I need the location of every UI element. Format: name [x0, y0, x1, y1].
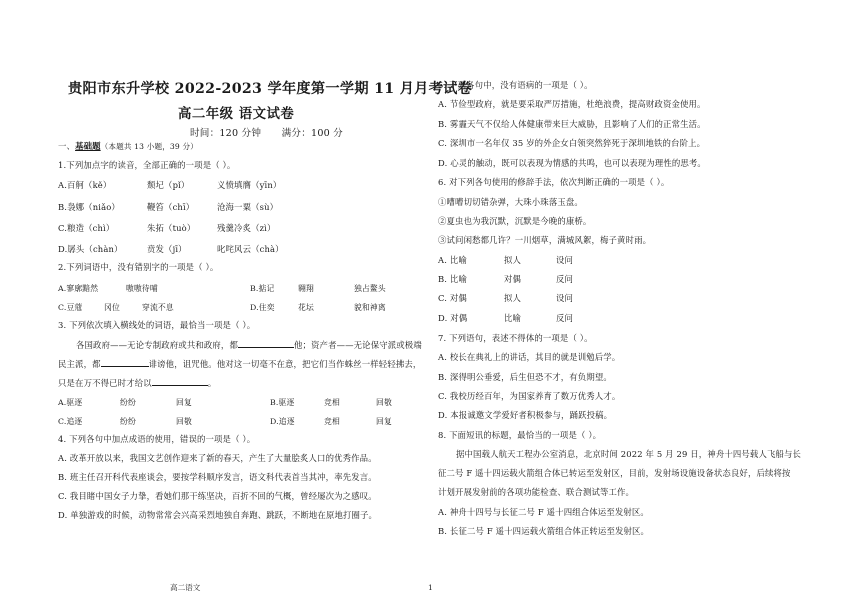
question-4-option-d: D. 单独游戏的时候，动物常常会兴高采烈地独自奔跑、跳跃，不断地在原地打圈子。 — [58, 510, 378, 520]
fill-blank — [152, 377, 208, 386]
question-2-stem: 2.下列词语中，没有错别字的一项是（ ）。 — [58, 262, 219, 272]
section-heading: 一、基础题（本题共 13 小题，39 分） — [58, 141, 198, 151]
question-3-passage-line1: 各国政府——无论专制政府或共和政府，都 他；资产者——无论保守派或极端 — [76, 340, 422, 350]
exam-title: 贵阳市东升学校 2022-2023 学年度第一学期 11 月月考试卷 — [68, 81, 473, 97]
question-5-option-d: D. 心灵的触动，既可以表现为情感的共鸣，也可以表现为理性的思考。 — [438, 158, 706, 168]
time-limit: 时间：120 分钟 — [190, 128, 262, 139]
question-6-item-3: ③试问闲愁都几许？一川烟草，满城风絮，梅子黄时雨。 — [438, 235, 652, 245]
question-7-option-c: C. 我校历经百年，为国家养育了数万优秀人才。 — [438, 391, 621, 401]
question-3-passage-line3: 只是在万不得已时才给以 。 — [58, 378, 217, 388]
question-6-item-1: ①嘈嘈切切错杂弹，大珠小珠落玉盘。 — [438, 197, 583, 207]
question-8-passage-line2: 征二号 F 遥十四运载火箭组合体已转运至发射区，目前，发射场设施设备状态良好，后续将按 — [438, 468, 791, 478]
question-6-stem: 6. 对下列各句使用的修辞手法，依次判断正确的一项是（ ）。 — [438, 177, 670, 187]
question-3-stem: 3. 下列依次填入横线处的词语，最恰当一项是（ ）。 — [58, 320, 256, 330]
question-6-item-2: ②夏虫也为我沉默，沉默是今晚的康桥。 — [438, 216, 592, 226]
question-5-option-c: C. 深圳市一名年仅 35 岁的外企女白领突然猝死于深圳地铁的台阶上。 — [438, 138, 706, 148]
footer-course: 高二语文 — [170, 583, 201, 592]
question-7-stem: 7. 下列语句，表述不得体的一项是（ ）。 — [438, 333, 593, 343]
footer-page-number: 1 — [428, 583, 433, 592]
question-8-option-a: A. 神舟十四号与长征二号 F 遥十四组合体运至发射区。 — [438, 507, 649, 517]
section-note: （本题共 13 小题，39 分） — [100, 142, 198, 151]
question-4-option-c: C. 我目睹中国女子力挚，看她们那干练坚决，百折不回的气概，曾经屡次为之感叹。 — [58, 491, 377, 501]
question-1-stem: 1.下列加点字的读音，全部正确的一项是（ ）。 — [58, 160, 236, 170]
question-8-option-b: B. 长征二号 F 遥十四运载火箭组合体正转运至发射区。 — [438, 526, 650, 536]
question-8-passage-line1: 据中国载人航天工程办公室消息，北京时间 2022 年 5 月 29 日，神舟十四号载人飞船与长 — [456, 449, 802, 459]
question-7-option-b: B. 深得明公垂爱，后生但恐不才，有负期望。 — [438, 372, 612, 382]
question-7-option-a: A. 校长在典礼上的讲话，其目的就是训勉后学。 — [438, 352, 621, 362]
question-4-option-b: B. 班主任召开科代表座谈会，要按学科顺序发言，语文科代表首当其冲，率先发言。 — [58, 472, 377, 482]
question-8-stem: 8. 下面短讯的标题，最恰当的一项是（ ）。 — [438, 430, 602, 440]
question-4-option-a: A. 改革开放以来，我国文艺创作迎来了新的春天，产生了大量脍炙人口的优秀作品。 — [58, 453, 377, 463]
question-7-option-d: D. 本报诚邀文学爱好者积极参与，踊跃投稿。 — [438, 410, 613, 420]
question-4-stem: 4. 下列各句中加点成语的使用，错误的一项是（ ）。 — [58, 434, 256, 444]
question-5-stem: 5. 下列各句中，没有语病的一项是（ ）。 — [438, 80, 593, 90]
question-8-passage-line3: 计划开展发射前的各项功能检查、联合测试等工作。 — [438, 487, 635, 497]
question-5-option-b: B. 雾霾天气不仅给人体健康带来巨大威胁，且影响了人们的正常生活。 — [438, 119, 706, 129]
exam-page: 贵阳市东升学校 2022-2023 学年度第一学期 11 月月考试卷 高二年级 语文试卷 时间：120 分钟 满分：100 分 一、基础题（本题共 13 小题，39 分） 1.下列加点字的读音，全部正确的一项是（ ）。 A.百舸（kě） 颓圮（pǐ） 义愤填膺（yīn） B.袅娜（niǎo） 鞭笞（chī） 沧海一粟（sù） C.粮造（chì） 朱拓（tuò） 残羹冷炙（zì） D.孱头（chàn） 贲发（jī） 叱咤风云（chà） 2.下列词语中，没有错别字的一项是（ ）。 A.寥廓黯然 嗷嗷待哺 B.掂记 翱翔 独占鳌头 C.豆蔻 冈位 穿流不息 D.住奕 花坛 貌和神离 3. 下列依次填入横线处的词语，最恰当一项是（ ）。 各国政府——无论专制政府或共和政府，都 他；资产者——无论保守派或极端 民主派，都 诽谤他，诅咒他。他对这一切毫不在意，把它们当作蛛丝一样轻轻拂去， 只是在万不得已时才给以 。 A.驱逐 纷纷 回复 B.驱逐 竞相 回敬 C.追逐 纷纷 回敬 D.追逐 竞相 回复 4. 下列各句中加点成语的使用，错误的一项是（ ）。 A. 改革开放以来，我国文艺创作迎来了新的春天，产生了大量脍炙人口的优秀作品。 B. 班主任召开科代表座谈会，要按学科顺序发言，语文科代表首当其冲，率先发言。 C. 我目睹中国女子力挚，看她们那干练坚决，百折不回的气概，曾经屡次为之感叹。 D. 单独游戏的时候，动物常常会兴高采烈地独自奔跑、跳跃，不断地在原地打圈子。 5. 下列各句中，没有语病的一项是（ ）。 A. 节俭型政府，就是要采取严厉措施，杜绝浪费，提高财政资金使用。 B. 雾霾天气不仅给人体健康带来巨大威胁，且影响了人们的正常生活。 C. 深圳市一名年仅 35 岁的外企女白领突然猝死于深圳地铁的台阶上。 D. 心灵的触动，既可以表现为情感的共鸣，也可以表现为理性的思考。 6. 对下列各句使用的修辞手法，依次判断正确的一项是（ ）。 ①嘈嘈切切错杂弹，大珠小珠落玉盘。 ②夏虫也为我沉默，沉默是今晚的康桥。 ③试问闲愁都几许？一川烟草，满城风絮，梅子黄时雨。 A. 比喻 拟人 设问 B. 比喻 对偶 反问 C. 对偶 拟人 设问 D. 对偶 比喻 反问 7. 下列语句，表述不得体的一项是（ ）。 A. 校长在典礼上的讲话，其目的就是训勉后学。 B. 深得明公垂爱，后生但恐不才，有负期望。 C. 我校历经百年，为国家养育了数万优秀人才。 D. 本报诚邀文学爱好者积极参与，踊跃投稿。 8. 下面短讯的标题，最恰当的一项是（ ）。 据中国载人航天工程办公室消息，北京时间 2022 年 5 月 29 日，神舟十四号载人飞船与长 征二号 F 遥十四运载火箭组合体已转运至发射区，目前，发射场设施设备状态良好，后续将按 计划开展发射前的各项功能检查、联合测试等工作。 A. 神舟十四号与长征二号 F 遥十四组合体运至发射区。 B. 长征二号 F 遥十四运载火箭组合体正转运至发射区。 高二语文 1 — [0, 0, 860, 607]
question-3-passage-line2: 民主派，都 诽谤他，诅咒他。他对这一切毫不在意，把它们当作蛛丝一样轻轻拂去， — [58, 359, 422, 369]
full-marks: 满分：100 分 — [281, 128, 343, 139]
section-name: 基础题 — [75, 141, 101, 151]
question-5-option-a: A. 节俭型政府，就是要采取严厉措施，杜绝浪费，提高财政资金使用。 — [438, 99, 706, 109]
fill-blank — [101, 358, 149, 367]
exam-meta — [190, 128, 343, 140]
fill-blank — [238, 339, 294, 348]
exam-subtitle: 高二年级 语文试卷 — [178, 106, 295, 122]
